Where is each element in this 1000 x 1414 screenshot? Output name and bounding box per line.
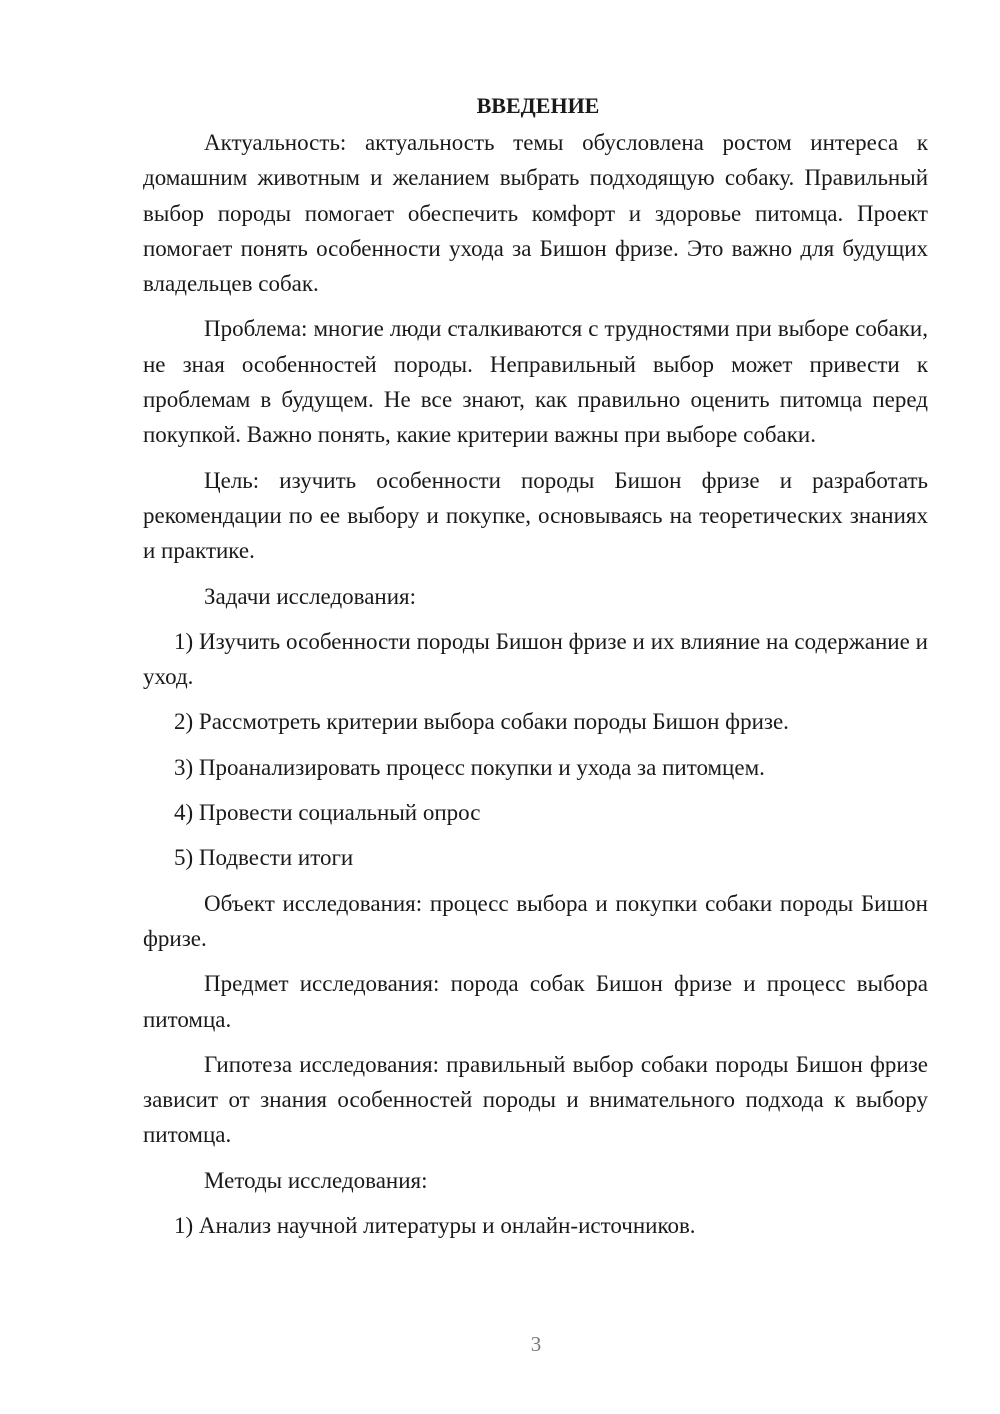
paragraph-subject: Предмет исследования: порода собак Бишон фризе и процесс выбора питомца. bbox=[143, 971, 928, 1032]
document-page bbox=[143, 88, 928, 1253]
paragraph-goal: Цель: изучить особенности породы Бишон фризе и разработать рекомендации по ее выбору и покупке, основываясь на теоретических знаниях и практике. bbox=[143, 467, 928, 564]
method-item-1: 1) Анализ научной литературы и онлайн-источников. bbox=[174, 1213, 696, 1239]
task-item-1: 1) Изучить особенности породы Бишон фризе и их влияние на содержание и уход. bbox=[143, 628, 928, 690]
page-number: 3 bbox=[530, 1332, 542, 1356]
paragraph-problem: Проблема: многие люди сталкиваются с трудностями при выборе собаки, не зная особенностей породы. Неправильный выбор может привести к проблемам в будущем. Не все знают, как правильно оценить питомца перед покупкой. Важно понять, какие критерии важны при выборе собаки. bbox=[143, 316, 928, 448]
paragraph-relevance: Актуальность: актуальность темы обусловлена ростом интереса к домашним животным и желанием выбрать подходящую собаку. Правильный выбор породы помогает обеспечить комфорт и здоровье питомца. Проект помогает понять особенности ухода за Бишон фризе. Это важно для будущих владельцев собак. bbox=[143, 130, 928, 297]
task-item-3: 3) Проанализировать процесс покупки и ухода за питомцем. bbox=[174, 754, 765, 780]
paragraph-object: Объект исследования: процесс выбора и покупки собаки породы Бишон фризе. bbox=[143, 890, 928, 951]
paragraph-tasks-heading: Задачи исследования: bbox=[204, 583, 417, 609]
paragraph-hypothesis: Гипотеза исследования: правильный выбор собаки породы Бишон фризе зависит от знания особенностей породы и внимательного подхода к выбору питомца. bbox=[143, 1051, 928, 1148]
document-title: ВВЕДЕНИЕ bbox=[476, 93, 600, 118]
task-item-2: 2) Рассмотреть критерии выбора собаки породы Бишон фризе. bbox=[174, 709, 789, 735]
task-item-4: 4) Провести социальный опрос bbox=[174, 800, 481, 826]
paragraph-methods-heading: Методы исследования: bbox=[204, 1167, 428, 1193]
task-item-5: 5) Подвести итоги bbox=[174, 845, 354, 871]
